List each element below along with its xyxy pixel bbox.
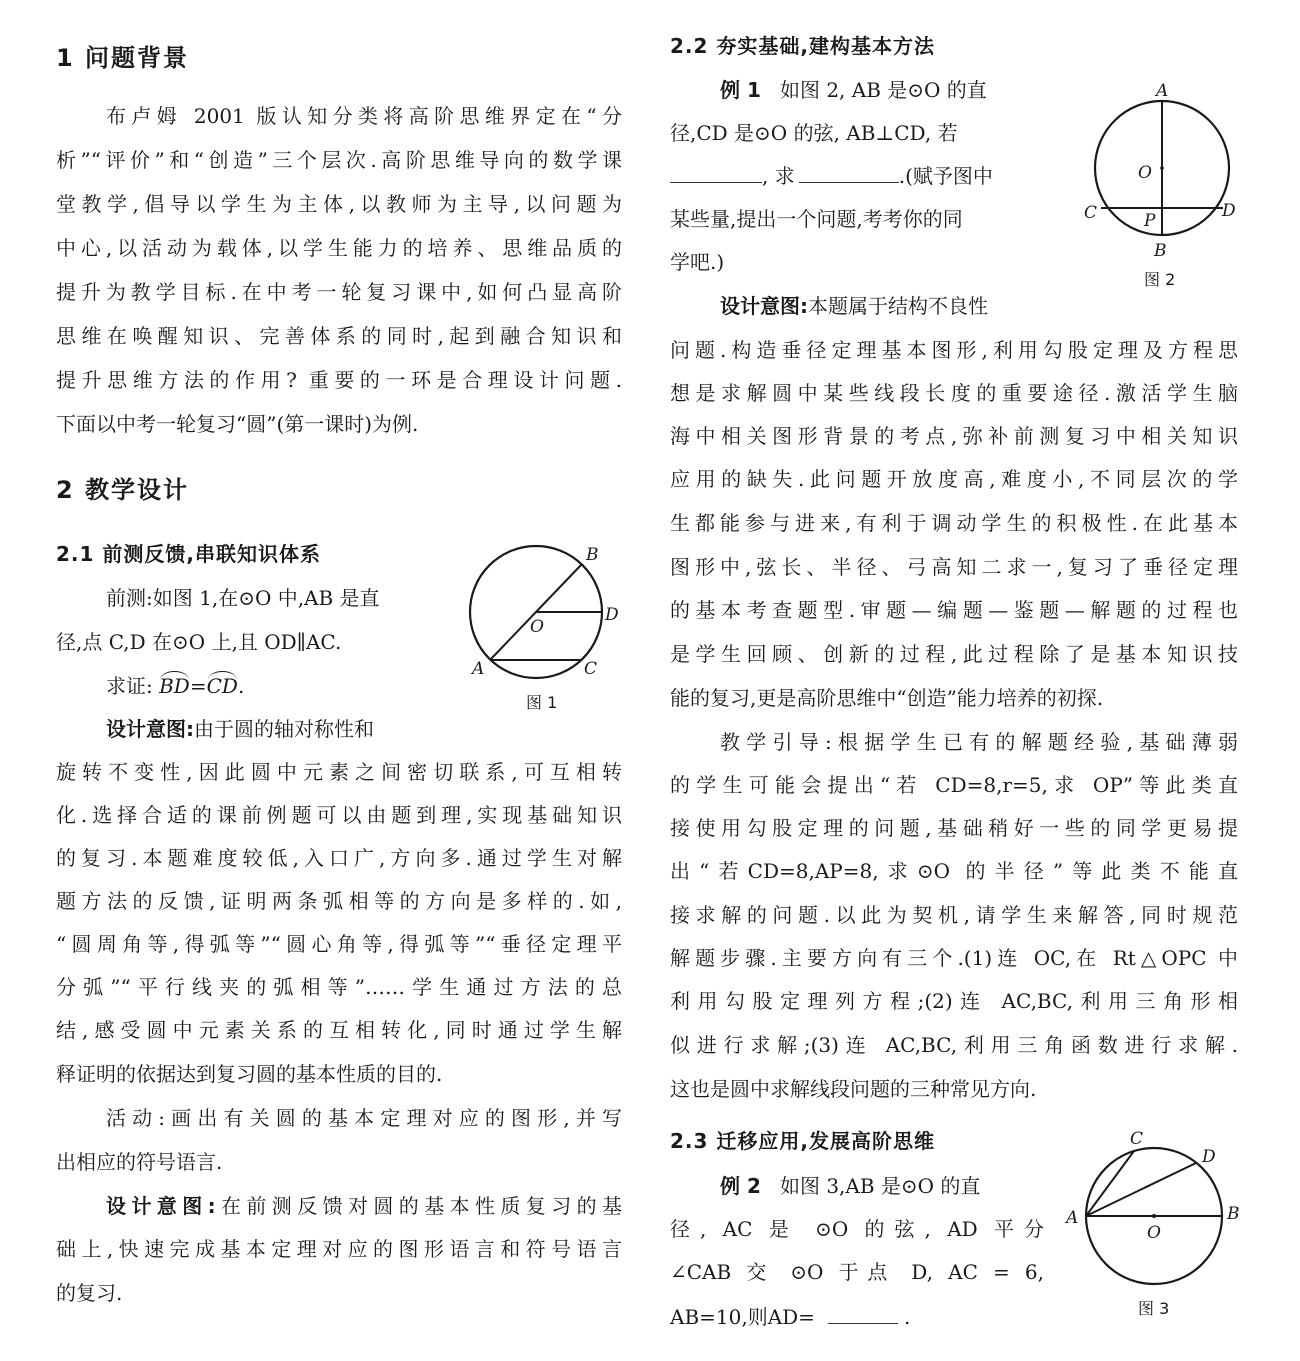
figure-1: [460, 540, 630, 720]
design-intent-label: 设计意图:: [106, 717, 194, 741]
answer-blank-ad[interactable]: [828, 1305, 898, 1324]
text-line: 是学生回顾、创新的过程,此过程除了是基本知识技: [670, 642, 1238, 666]
text-line: 的学生可能会提出“若 CD=8,r=5,求 OP”等此类直: [670, 773, 1238, 797]
prove-equals: =: [189, 674, 207, 698]
intent-2-first-line: 设计意图:在前测反馈对圆的基本性质复习的基: [106, 1194, 623, 1218]
figure-3-caption: 图 3: [1138, 1299, 1170, 1318]
label-a: A: [1156, 81, 1169, 101]
figure-1-diagram: [460, 540, 630, 690]
pretest-line-2: 径,点 C,D 在⊙O 上,且 OD∥AC.: [56, 630, 342, 654]
text-line: 生都能参与进来,有利于调动学生的积极性.在此基本: [670, 511, 1238, 535]
activity-line-2: 出相应的符号语言.: [56, 1150, 223, 1174]
example-1-label: 例 1: [720, 78, 761, 102]
figure-2-diagram: [1078, 80, 1248, 265]
text-line: 思维在唤醒知识、完善体系的同时,起到融合知识和: [56, 324, 622, 348]
text-line: 分弧”“平行线夹的弧相等”……学生通过方法的总: [56, 975, 622, 999]
pretest-label: 前测:: [106, 586, 153, 610]
example-1-line-1: 例 1 如图 2, AB 是⊙O 的直: [720, 78, 987, 102]
label-p: P: [1144, 211, 1156, 231]
design-intent-label: 设计意图:: [106, 1194, 216, 1218]
text-line: 化.选择合适的课前例题可以由题到理,实现基础知识: [56, 803, 622, 827]
label-c: C: [1084, 203, 1098, 223]
example-2-label: 例 2: [720, 1174, 761, 1198]
label-a: A: [1066, 1208, 1079, 1228]
label-a: A: [472, 659, 485, 679]
section-2-2-heading: 2.2 夯实基础,建构基本方法: [670, 34, 935, 58]
section-2-3-heading: 2.3 迁移应用,发展高阶思维: [670, 1129, 935, 1153]
text-line: 利用勾股定理列方程;(2)连 AC,BC,利用三角形相: [670, 989, 1238, 1013]
label-b: B: [586, 545, 599, 565]
prove-period: .: [237, 674, 245, 698]
label-b: B: [1154, 241, 1167, 261]
text-line: 接求解的问题.以此为契机,请学生来解答,同时规范: [670, 903, 1238, 927]
text-line: 析”“评价”和“创造”三个层次.高阶思维导向的数学课: [56, 148, 622, 172]
text-line: 下面以中考一轮复习“圆”(第一课时)为例.: [56, 412, 419, 436]
text-line: 题方法的反馈,证明两条弧相等的方向是多样的.如,: [56, 889, 622, 913]
design-intent-label: 设计意图:: [720, 294, 808, 318]
text-line: 结,感受圆中元素关系的互相转化,同时通过学生解: [56, 1018, 622, 1042]
answer-blank-given[interactable]: [670, 164, 762, 183]
example-1-line-4: 某些量,提出一个问题,考考你的同: [670, 207, 963, 231]
center-point: [1160, 166, 1164, 170]
pretest-line-1: [106, 586, 446, 610]
figure-2: [1078, 80, 1248, 295]
text-line: 问题.构造垂径定理基本图形,利用勾股定理及方程思: [670, 338, 1238, 362]
figure-1-caption: 图 1: [526, 693, 558, 712]
text-line: 接使用勾股定理的问题,基础稍好一些的同学更易提: [670, 816, 1238, 840]
text-line: 旋转不变性,因此圆中元素之间密切联系,可互相转: [56, 760, 622, 784]
pretest-text: 如图 1,在⊙O 中,AB 是直: [152, 586, 380, 610]
text-line: 能的复习,更是高阶思维中“创造”能力培养的初探.: [670, 686, 1104, 710]
center-point: [1152, 1214, 1156, 1218]
text-line: 释证明的依据达到复习圆的基本性质的目的.: [56, 1062, 443, 1086]
arc-cd: CD: [206, 674, 238, 698]
intent-1-first-line: 设计意图:由于圆的轴对称性和: [106, 717, 374, 741]
text-line: 的复习.: [56, 1281, 123, 1305]
example-2-line-2: 径, AC 是 ⊙O 的弦, AD 平分: [670, 1217, 1044, 1241]
label-d: D: [1222, 201, 1236, 221]
text-line: 的基本考查题型.审题—编题—鉴题—解题的过程也: [670, 598, 1238, 622]
text-line: 提升思维方法的作用? 重要的一环是合理设计问题.: [56, 368, 622, 392]
text-line: 布卢姆 2001 版认知分类将高阶思维界定在“分: [106, 104, 622, 128]
label-c: C: [584, 659, 598, 679]
text-line: 中心,以活动为载体,以学生能力的培养、思维品质的: [56, 236, 622, 260]
text-line: 的复习.本题难度较低,入口广,方向多.通过学生对解: [56, 846, 622, 870]
example-2-line-1: 例 2 如图 3,AB 是⊙O 的直: [720, 1174, 981, 1198]
arc-bd: BD: [159, 674, 190, 698]
label-o: O: [1138, 163, 1152, 183]
text-line: 提升为教学目标.在中考一轮复习课中,如何凸显高阶: [56, 280, 622, 304]
example-1-line-5: 学吧.): [670, 250, 725, 274]
prove-label: 求证:: [106, 674, 153, 698]
answer-blank-find[interactable]: [799, 164, 899, 183]
text-line: 想是求解圆中某些线段长度的重要途径.激活学生脑: [670, 381, 1238, 405]
example-1-line-3: , 求 .(赋予图中: [670, 164, 1060, 188]
text-line: 图形中,弦长、半径、弓高知二求一,复习了垂径定理: [670, 555, 1238, 579]
section-2-heading: 2 教学设计: [56, 476, 190, 504]
figure-2-caption: 图 2: [1144, 270, 1176, 289]
text-line: 似进行求解;(3)连 AC,BC,利用三角函数进行求解.: [670, 1033, 1238, 1057]
text-line: 应用的缺失.此问题开放度高,难度小,不同层次的学: [670, 467, 1238, 491]
text-line: 解题步骤.主要方向有三个.(1)连 OC,在 Rt△OPC 中: [670, 946, 1238, 970]
section-1-heading: 1 问题背景: [56, 44, 190, 72]
figure-3: [1062, 1126, 1252, 1326]
label-c: C: [1130, 1129, 1144, 1149]
example-1-line-2: 径,CD 是⊙O 的弦, AB⊥CD, 若: [670, 121, 958, 145]
text-line: 海中相关图形背景的考点,弥补前测复习中相关知识: [670, 424, 1238, 448]
section-2-1-heading: 2.1 前测反馈,串联知识体系: [56, 542, 321, 566]
example-2-line-4: AB=10,则AD= .: [670, 1305, 911, 1329]
example-2-line-3: ∠CAB 交 ⊙O 于点 D, AC = 6,: [670, 1260, 1044, 1284]
text-line: 础上,快速完成基本定理对应的图形语言和符号语言: [56, 1237, 622, 1261]
text-line: 教学引导:根据学生已有的解题经验,基础薄弱: [720, 730, 1238, 754]
text-line: “圆周角等,得弧等”“圆心角等,得弧等”“垂径定理平: [56, 932, 622, 956]
intent-first-line: 设计意图:本题属于结构不良性: [720, 294, 988, 318]
text-line: 这也是圆中求解线段问题的三种常见方向.: [670, 1077, 1037, 1101]
activity-line-1: 活动:画出有关圆的基本定理对应的图形,并写: [106, 1106, 622, 1130]
label-o: O: [1147, 1223, 1161, 1243]
label-d: D: [1202, 1147, 1216, 1167]
prove-line: [106, 674, 244, 698]
text-line: 出“若CD=8,AP=8,求⊙O 的半径”等此类不能直: [670, 859, 1238, 883]
label-b: B: [1227, 1204, 1240, 1224]
label-d: D: [605, 605, 619, 625]
text-line: 堂教学,倡导以学生为主体,以教师为主导,以问题为: [56, 192, 622, 216]
label-o: O: [530, 617, 544, 637]
figure-3-diagram: [1062, 1126, 1252, 1296]
